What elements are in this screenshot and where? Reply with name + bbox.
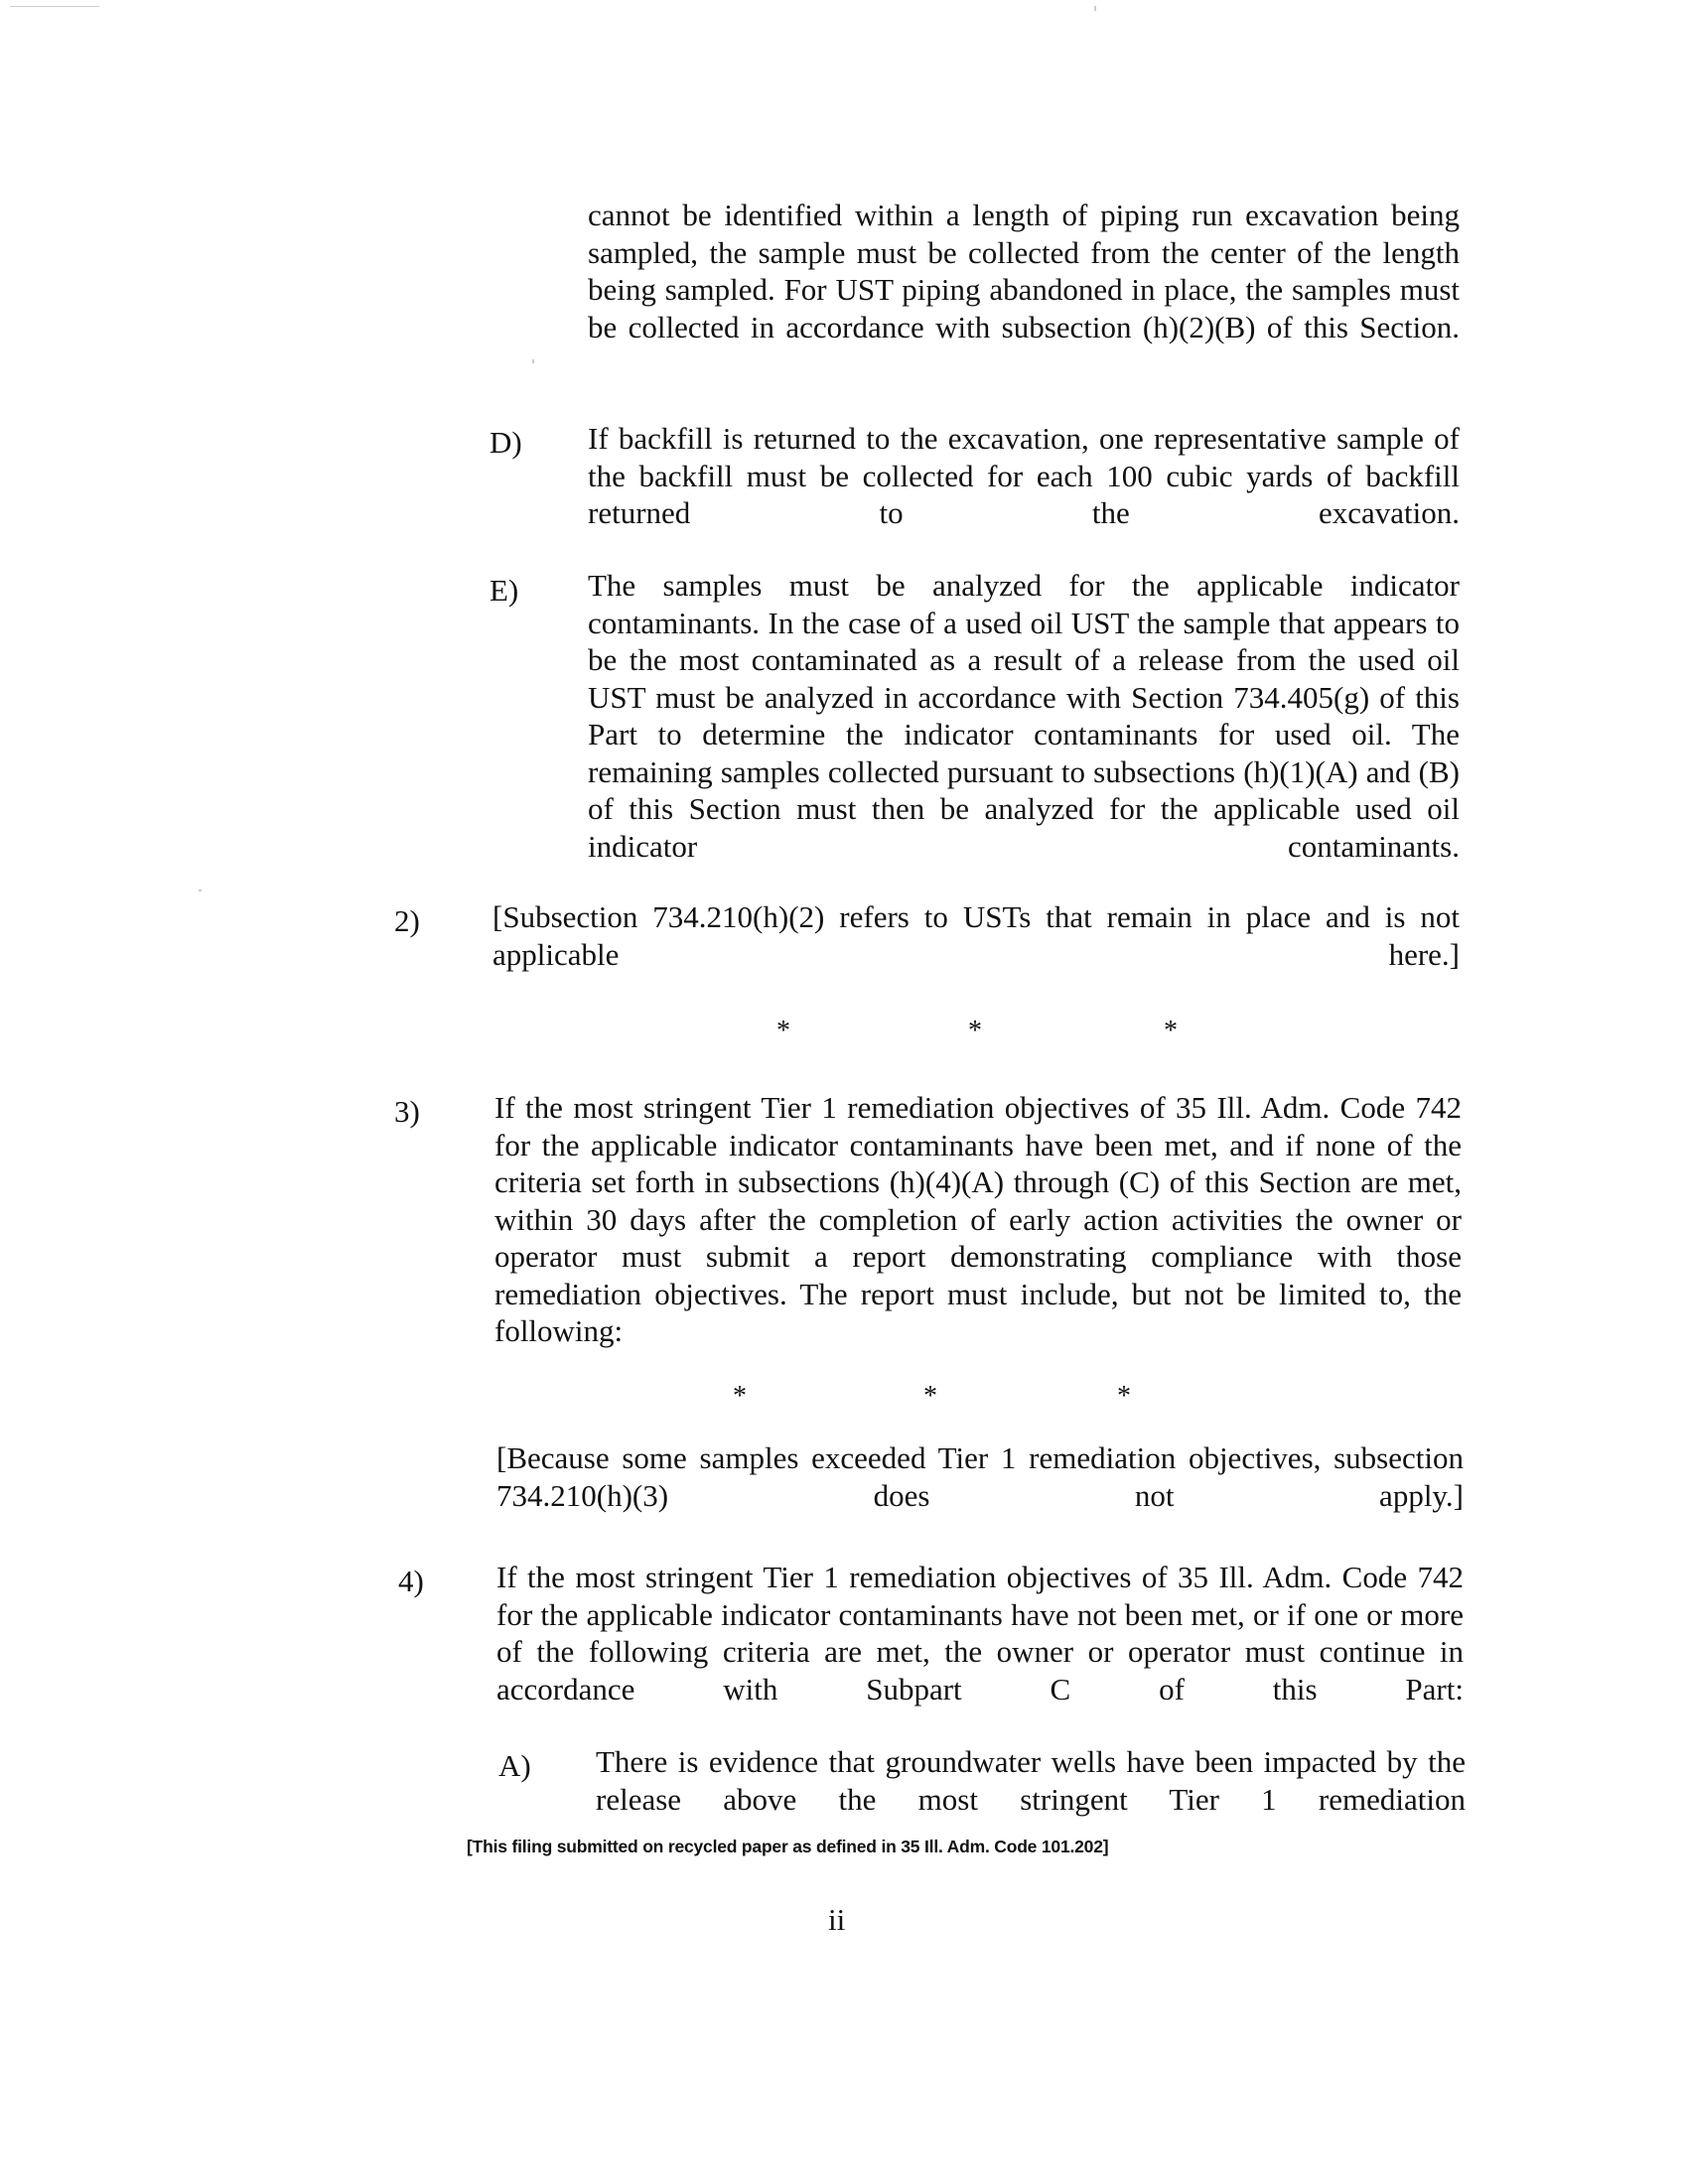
asterisk: *: [968, 1016, 982, 1046]
item-2-text: [Subsection 734.210(h)(2) refers to USTs that remain in place and is not applicable here.]: [492, 899, 1460, 972]
scan-artifact: [1094, 6, 1096, 11]
asterisk: *: [776, 1016, 790, 1046]
item-4-label: 4): [398, 1564, 424, 1598]
scan-artifact: [199, 889, 202, 891]
continued-paragraph: cannot be identified within a length of piping run excavation being sampled, the sample must be collected from the center of the length being sampled. For UST piping abandoned in place, the samples must be collected in accordance with subsection (h)(2)(B) of this Section.: [588, 198, 1460, 344]
item-d-text: If backfill is returned to the excavation, one representative sample of the backfill must be collected for each 100 cubic yards of backfill returned to the excavation.: [588, 421, 1460, 530]
recycled-paper-footer: [This filing submitted on recycled paper as defined in 35 Ill. Adm. Code 101.202]: [467, 1837, 1109, 1856]
item-d-label: D): [490, 425, 522, 460]
item-2-label: 2): [394, 903, 420, 938]
scan-artifact: [10, 6, 99, 7]
item-3-label: 3): [394, 1094, 420, 1129]
asterisk: *: [1117, 1381, 1131, 1412]
scan-artifact: [532, 359, 534, 363]
item-4-text: If the most stringent Tier 1 remediation objectives of 35 Ill. Adm. Code 742 for the applicable indicator contaminants have not been met, or if one or more of the following criteria are met, the owner or operator must continue in accordance with Subpart C of this Part:: [496, 1560, 1464, 1706]
item-e-text: The samples must be analyzed for the applicable indicator contaminants. In the case of a used oil UST the sample that appears to be the most contaminated as a result of a release from the used oil UST must be analyzed in accordance with Section 734.405(g) of this Part to determine the indicator contaminants for used oil. The remaining samples collected pursuant to subsections (h)(1)(A) and (B) of this Section must then be analyzed for the applicable used oil indicator contaminants.: [588, 568, 1460, 864]
item-a-text: There is evidence that groundwater wells have been impacted by the release above the most stringent Tier 1 remediation: [596, 1744, 1466, 1817]
page-number: ii: [828, 1902, 846, 1937]
asterisk: *: [733, 1381, 747, 1412]
asterisk: *: [923, 1381, 937, 1412]
item-e-label: E): [490, 573, 519, 608]
item-a-label: A): [498, 1748, 531, 1783]
asterisk: *: [1164, 1016, 1178, 1046]
item-3-text: If the most stringent Tier 1 remediation objectives of 35 Ill. Adm. Code 742 for the applicable indicator contaminants have been met, and if none of the criteria set forth in subsections (h)(4)(A) through (C) of this Section are met, within 30 days after the completion of early action activities the owner or operator must submit a report demonstrating compliance with those remediation objectives. The report must include, but not be limited to, the following:: [494, 1090, 1462, 1348]
item-3-note: [Because some samples exceeded Tier 1 remediation objectives, subsection 734.210(h)(3) does not apply.]: [496, 1440, 1464, 1513]
